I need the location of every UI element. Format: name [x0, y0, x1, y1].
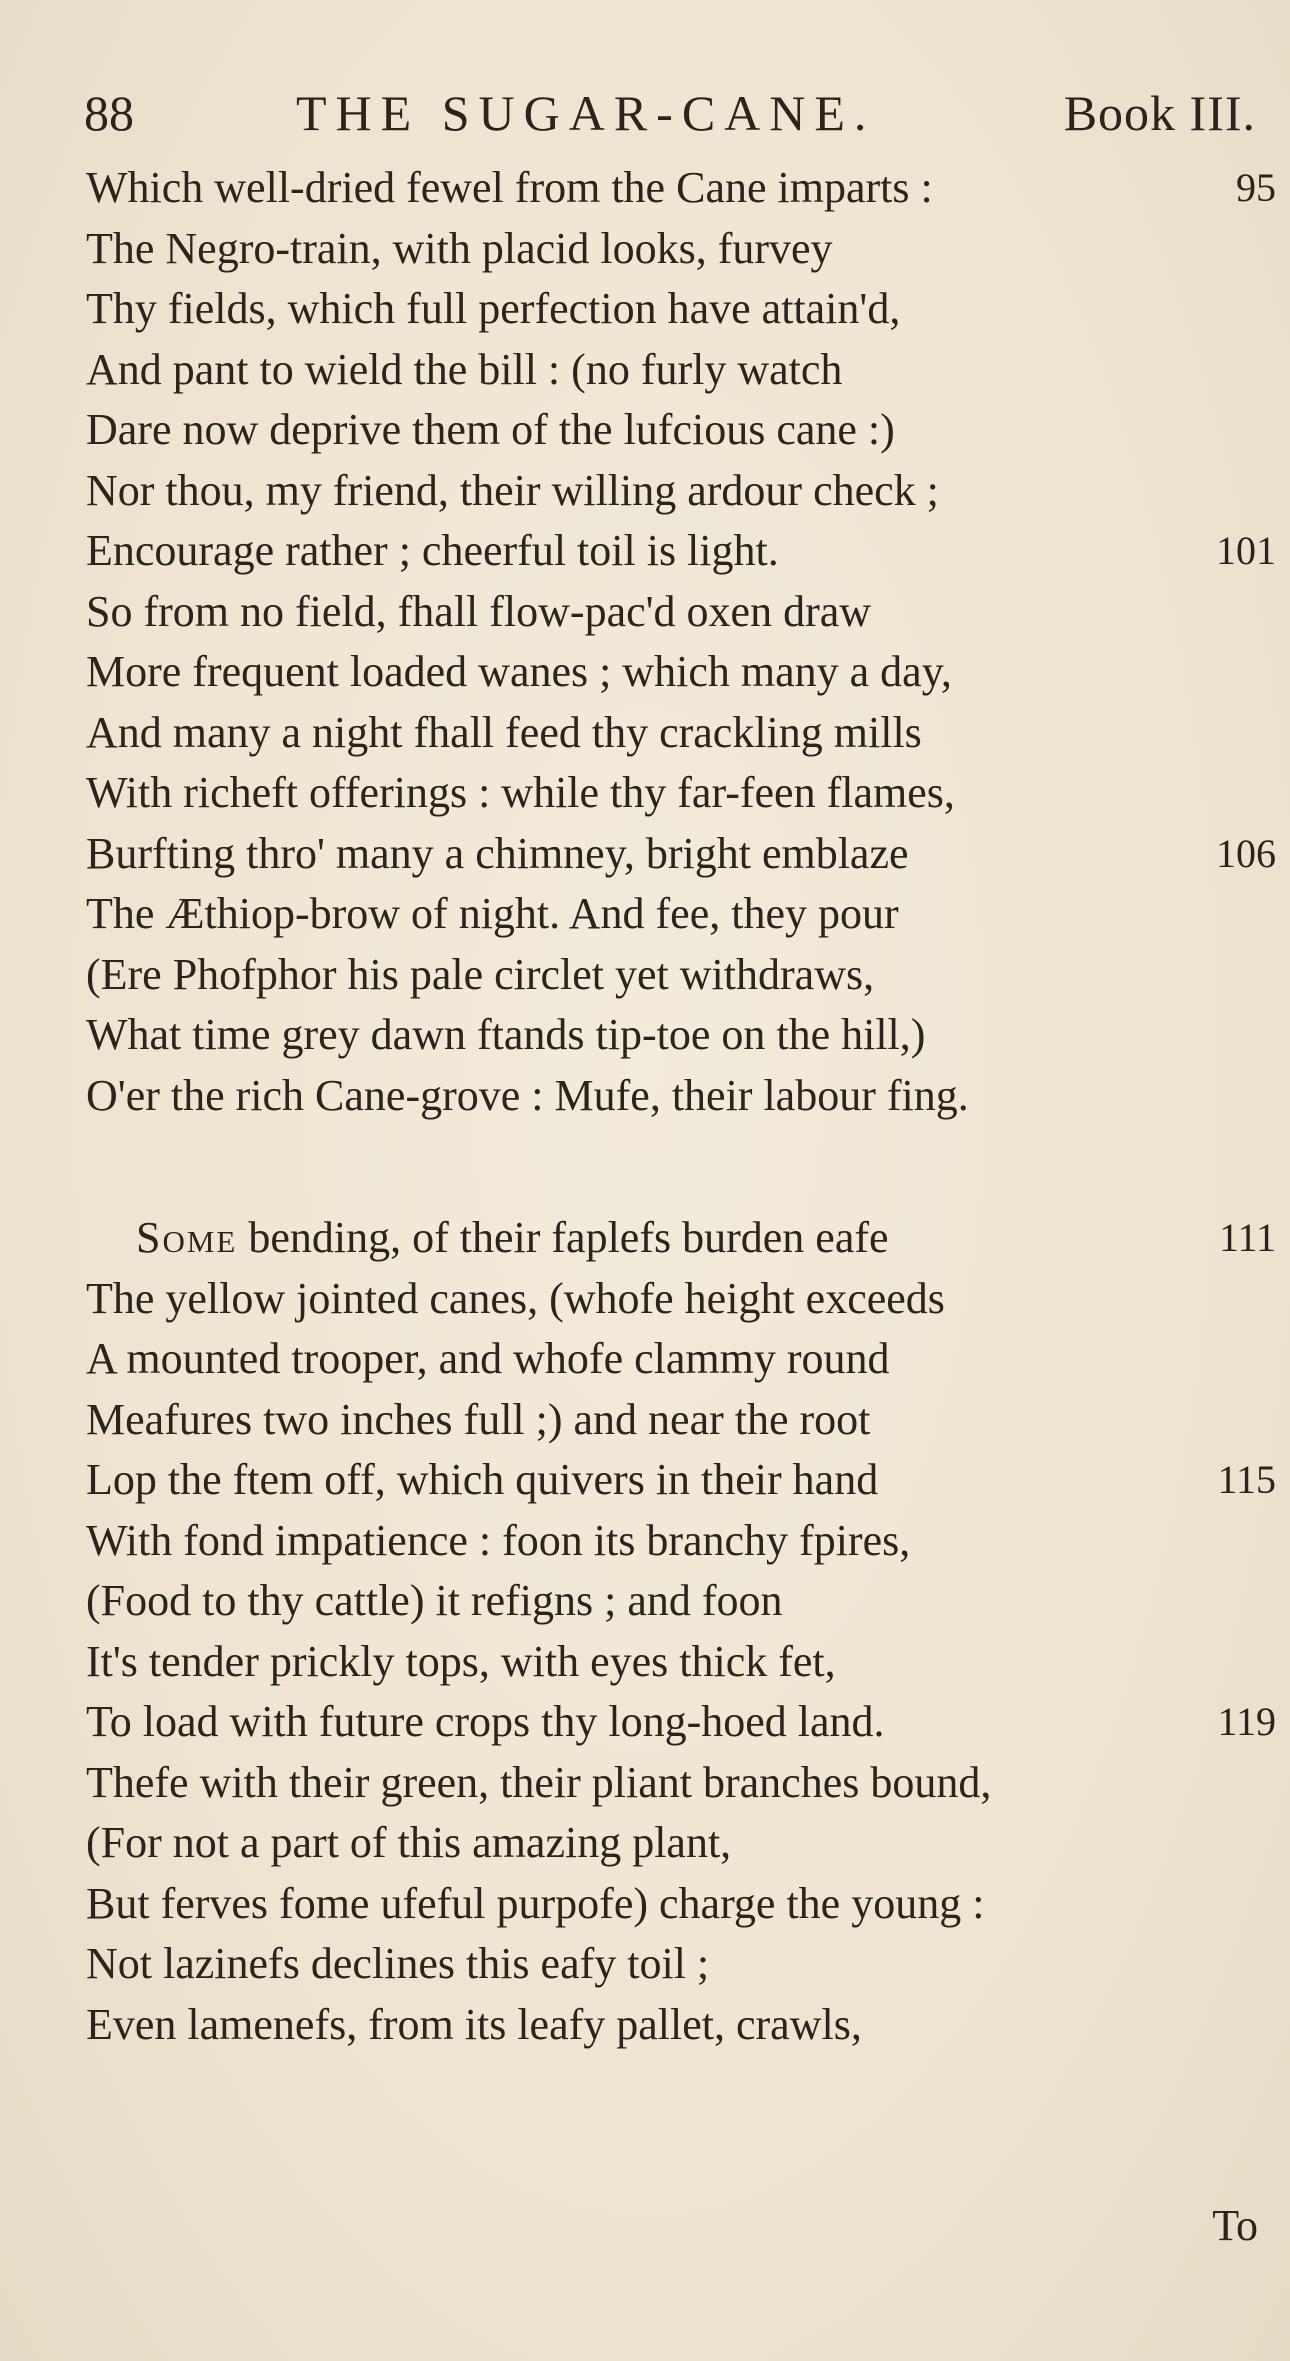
line-number: 106: [1216, 830, 1276, 876]
poem-line: [86, 1995, 1276, 2056]
line-text: What time grey dawn ftands tip-toe on the hill,): [86, 1010, 926, 1059]
poem-line: [86, 1066, 1276, 1127]
poem-line: [86, 1450, 1276, 1511]
poem-line: [86, 1390, 1276, 1451]
page-number: 88: [84, 85, 134, 141]
poem-line: [86, 884, 1276, 945]
line-text: (Food to thy cattle) it refigns ; and foon: [86, 1576, 783, 1625]
poem-line: [86, 1571, 1276, 1632]
line-text: Thy fields, which full perfection have attain'd,: [86, 284, 901, 333]
poem-line: [86, 1753, 1276, 1814]
line-text: Which well-dried fewel from the Cane imparts :: [86, 163, 933, 212]
running-title: THE SUGAR-CANE.: [296, 85, 876, 141]
poem-line: [86, 158, 1276, 219]
line-number: 119: [1217, 1699, 1276, 1744]
line-text: Lop the ftem off, which quivers in their hand: [86, 1455, 879, 1504]
poem-line: [86, 1511, 1276, 1572]
poem-line: [86, 1208, 1276, 1269]
catchword: To: [1212, 2201, 1258, 2250]
line-text: Burfting thro' many a chimney, bright emblaze: [86, 828, 909, 878]
line-text-rest: bending, of their faplefs burden eafe: [237, 1213, 889, 1262]
line-text: Thefe with their green, their pliant branches bound,: [86, 1757, 992, 1807]
line-text: But ferves fome ufeful purpofe) charge the young :: [86, 1878, 985, 1928]
line-text: And pant to wield the bill : (no furly watch: [86, 344, 843, 394]
poem-text: [86, 158, 1276, 2055]
poem-line: [86, 642, 1276, 703]
line-text: (For not a part of this amazing plant,: [86, 1818, 732, 1867]
book-label: Book III.: [1063, 85, 1256, 141]
poem-line: [86, 763, 1276, 824]
poem-line: [86, 703, 1276, 764]
line-number: 101: [1216, 528, 1276, 573]
poem-line: [86, 521, 1276, 582]
stanza-2: [86, 1269, 1276, 2056]
stanza-1: [86, 158, 1276, 1126]
poem-line: [86, 400, 1276, 461]
line-text: A mounted trooper, and whofe clammy round: [86, 1334, 890, 1383]
poem-line: [86, 1934, 1276, 1995]
line-number: 95: [1236, 165, 1276, 210]
poem-line: [86, 1329, 1276, 1390]
line-text: And many a night fhall feed thy crackling mills: [86, 707, 922, 757]
line-text: It's tender prickly tops, with eyes thick fet,: [86, 1636, 836, 1686]
line-text: To load with future crops thy long-hoed land.: [86, 1697, 885, 1746]
poem-line: [86, 1269, 1276, 1330]
stanza-gap: [86, 1126, 1276, 1208]
page-header: [84, 78, 1264, 148]
line-text: More frequent loaded wanes ; which many a day,: [86, 647, 952, 696]
small-caps-opening: Some: [136, 1213, 238, 1262]
line-text: Not lazinefs declines this eafy toil ;: [86, 1939, 710, 1988]
line-text: The yellow jointed canes, (whofe height exceeds: [86, 1273, 945, 1323]
poem-line: [86, 279, 1276, 340]
poem-line: [86, 1874, 1276, 1935]
line-text: Meafures two inches full ;) and near the root: [86, 1394, 871, 1444]
poem-line: [86, 824, 1276, 885]
line-text: Encourage rather ; cheerful toil is light.: [86, 526, 779, 575]
line-text: (Ere Phofphor his pale circlet yet withdraws,: [86, 949, 875, 999]
line-text: The Æthiop-brow of night. And fee, they pour: [86, 889, 899, 938]
poem-line: [86, 1632, 1276, 1693]
line-number: 115: [1217, 1457, 1276, 1502]
line-text: Nor thou, my friend, their willing ardour check ;: [86, 465, 939, 515]
poem-line: [86, 461, 1276, 522]
line-text: Even lamenefs, from its leafy pallet, crawls,: [86, 1999, 862, 2049]
line-text: O'er the rich Cane-grove : Mufe, their labour fing.: [86, 1070, 969, 1120]
line-text: The Negro-train, with placid looks, furvey: [86, 223, 833, 273]
line-number: 111: [1218, 1215, 1276, 1260]
poem-line: [86, 1692, 1276, 1753]
poem-line: [86, 340, 1276, 401]
line-text: So from no field, fhall flow-pac'd oxen draw: [86, 586, 872, 636]
poem-line: [86, 1813, 1276, 1874]
line-text: Dare now deprive them of the lufcious cane :): [86, 405, 895, 454]
poem-line: [86, 945, 1276, 1006]
poem-line: [86, 219, 1276, 280]
line-text: With richeft offerings : while thy far-feen flames,: [86, 768, 955, 817]
line-text: [136, 1208, 889, 1268]
line-text: With fond impatience : foon its branchy fpires,: [86, 1515, 911, 1565]
poem-line: [86, 1005, 1276, 1066]
poem-line: [86, 582, 1276, 643]
